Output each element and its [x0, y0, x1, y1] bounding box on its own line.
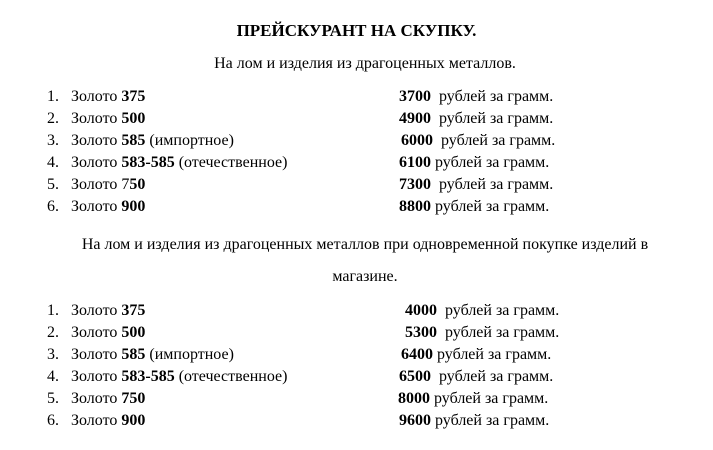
price	[405, 322, 559, 344]
price	[399, 86, 553, 108]
list-item	[0, 108, 713, 130]
item-number: 4.	[47, 368, 59, 385]
price	[398, 388, 548, 410]
price	[401, 344, 551, 366]
price-amount: 6500	[399, 368, 431, 385]
purity: 750	[121, 390, 146, 407]
item-number: 1.	[47, 302, 59, 319]
list-item	[0, 366, 713, 388]
item-number: 5.	[47, 390, 59, 407]
price-unit: рублей за грамм.	[433, 132, 556, 149]
metal-name: Золото 375	[71, 88, 146, 105]
list-item	[0, 130, 713, 152]
price-amount: 9600	[399, 412, 431, 429]
metal-name: Золото 500	[71, 324, 146, 341]
page-title: ПРЕЙСКУРАНТ НА СКУПКУ.	[236, 21, 477, 40]
purity: 900	[121, 198, 146, 215]
list-item	[0, 86, 713, 108]
purity: 585	[121, 346, 146, 363]
purity: 900	[121, 412, 146, 429]
price-list-1	[0, 86, 713, 218]
item-number: 5.	[47, 176, 59, 193]
metal-name: Золото 583-585 (отечественное)	[71, 154, 288, 171]
item-number: 6.	[47, 198, 59, 215]
price-unit: рублей за грамм.	[431, 154, 550, 171]
purity: 585	[121, 132, 146, 149]
list-item	[0, 300, 713, 322]
list-item	[0, 388, 713, 410]
price-unit: рублей за грамм.	[433, 346, 552, 363]
item-number: 3.	[47, 132, 59, 149]
list-item	[0, 152, 713, 174]
price-amount: 6100	[399, 154, 431, 171]
price	[399, 174, 553, 196]
purity: 375	[121, 88, 146, 105]
price-amount: 4000	[405, 302, 437, 319]
price-amount: 8000	[398, 390, 430, 407]
metal-name: Золото 750	[71, 176, 146, 193]
item-number: 3.	[47, 346, 59, 363]
price-unit: рублей за грамм.	[431, 88, 554, 105]
purity: 583-585	[121, 154, 175, 171]
item-number: 6.	[47, 412, 59, 429]
price-unit: рублей за грамм.	[431, 412, 550, 429]
price	[399, 152, 549, 174]
price-unit: рублей за грамм.	[437, 302, 560, 319]
price-amount: 7300	[399, 176, 431, 193]
item-number: 2.	[47, 324, 59, 341]
price-amount: 5300	[405, 324, 437, 341]
price-amount: 8800	[399, 198, 431, 215]
metal-name: Золото 750	[71, 390, 146, 407]
metal-name: Золото 900	[71, 412, 146, 429]
purity: 375	[121, 302, 146, 319]
purity: 583-585	[121, 368, 175, 385]
price-unit: рублей за грамм.	[430, 390, 549, 407]
price	[401, 130, 555, 152]
list-item	[0, 174, 713, 196]
price	[399, 196, 549, 218]
price-list-2	[0, 300, 713, 432]
price-unit: рублей за грамм.	[431, 368, 554, 385]
section-1-heading: На лом и изделия из драгоценных металлов.	[214, 55, 516, 72]
purity: 500	[121, 110, 146, 127]
metal-name: Золото 500	[71, 110, 146, 127]
price-amount: 3700	[399, 88, 431, 105]
section-2-heading-continued: магазине.	[332, 268, 398, 285]
price-unit: рублей за грамм.	[431, 176, 554, 193]
item-number: 1.	[47, 88, 59, 105]
list-item	[0, 344, 713, 366]
metal-name: Золото 583-585 (отечественное)	[71, 368, 288, 385]
section-2-heading: На лом и изделия из драгоценных металлов при одновременной покупке изделий в	[81, 236, 649, 253]
list-item	[0, 322, 713, 344]
metal-name: Золото 585 (импортное)	[71, 346, 234, 363]
metal-name: Золото 900	[71, 198, 146, 215]
price-amount: 6400	[401, 346, 433, 363]
price	[399, 366, 553, 388]
list-item	[0, 410, 713, 432]
list-item	[0, 196, 713, 218]
metal-name: Золото 585 (импортное)	[71, 132, 234, 149]
price-unit: рублей за грамм.	[431, 110, 554, 127]
price	[399, 410, 549, 432]
item-number: 2.	[47, 110, 59, 127]
price-amount: 4900	[399, 110, 431, 127]
metal-name: Золото 375	[71, 302, 146, 319]
item-number: 4.	[47, 154, 59, 171]
price-unit: рублей за грамм.	[437, 324, 560, 341]
price	[405, 300, 559, 322]
price	[399, 108, 553, 130]
purity: 50	[129, 176, 146, 193]
price-unit: рублей за грамм.	[431, 198, 550, 215]
price-amount: 6000	[401, 132, 433, 149]
purity: 500	[121, 324, 146, 341]
